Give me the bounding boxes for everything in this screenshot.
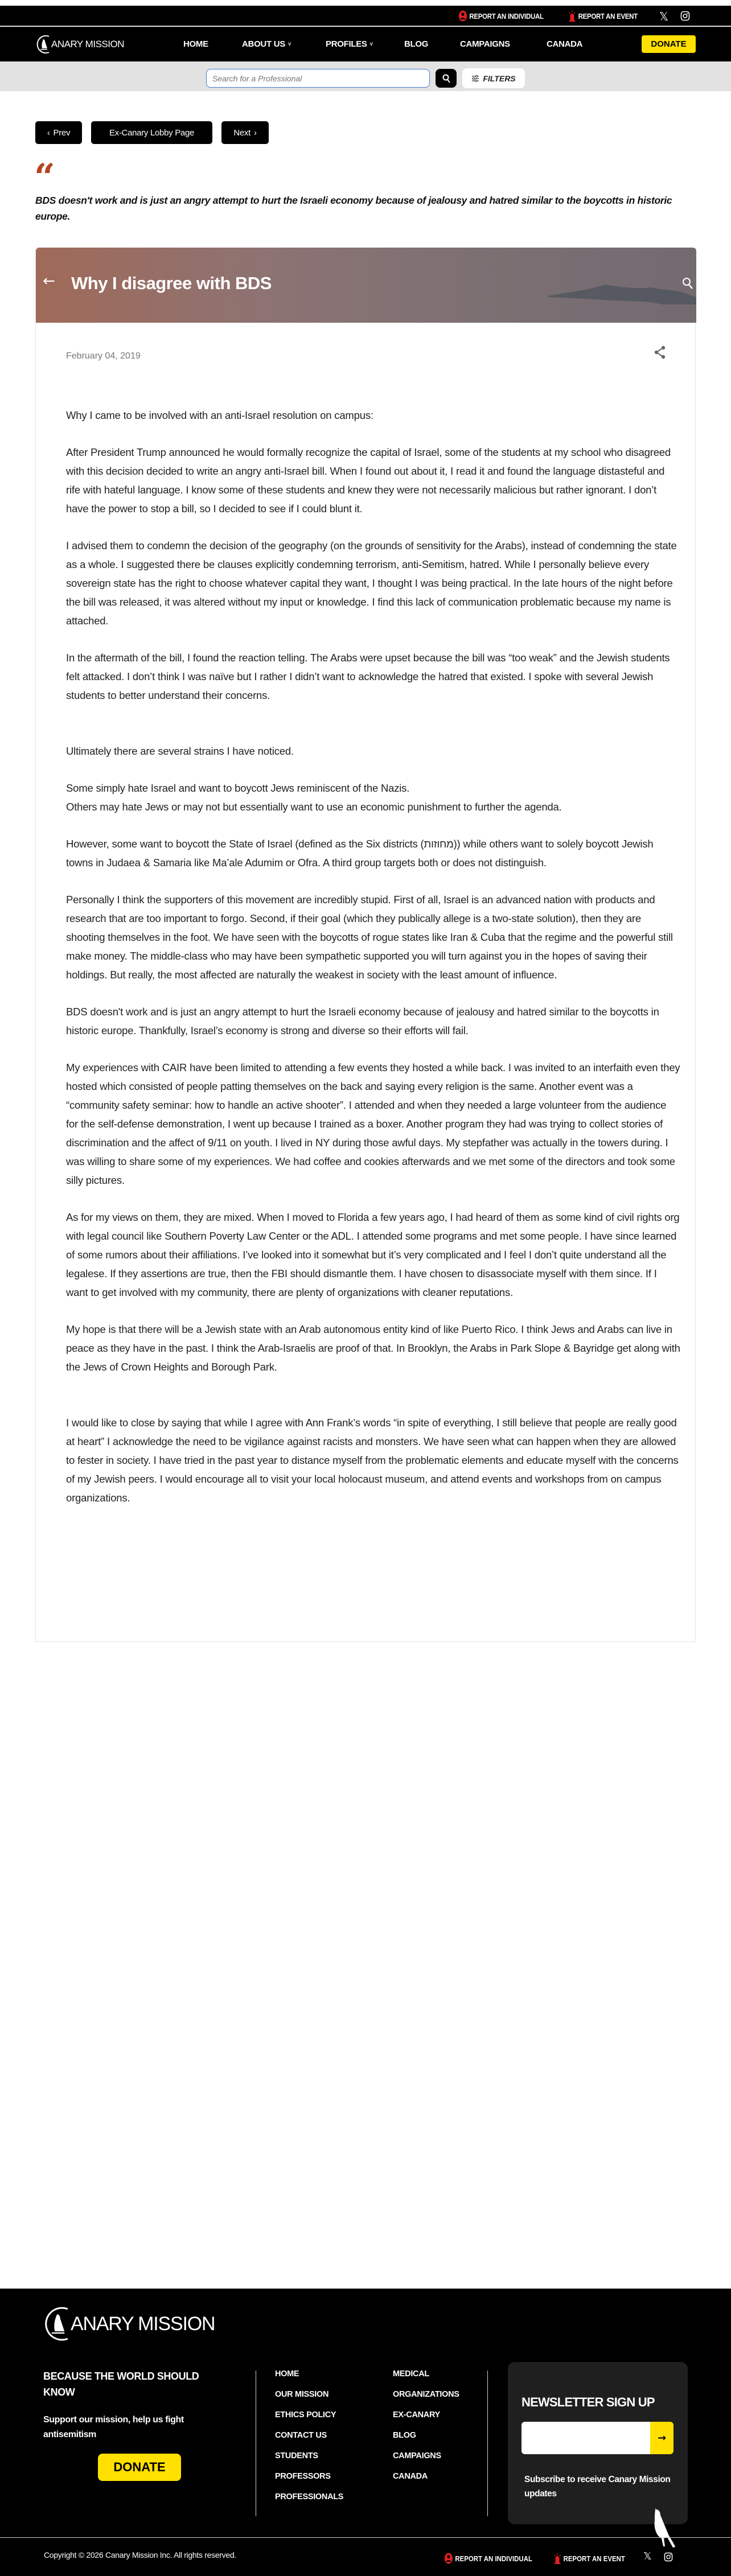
- paragraph: Personally I think the supporters of this movement are incredibly stupid. First of all, Israel is an advanced nation with products and research that are too important to forgo. Second, if their goal (which they publically allege is a two-state solution), then they are shooting themselves in the foot. We have seen with the boycotts of rogue states like Iran & Cuba that the regime and the powerful still make money. The middle-class who may have been sympathetic supported you will turn against you in the hopes of saving their holdings. But really, the most affected are naturally the weakest in society with the least amount of influence.: [66, 894, 673, 981]
- footer-divider: [0, 2537, 731, 2538]
- report-event-link[interactable]: [568, 6, 638, 26]
- nav-canada[interactable]: [547, 27, 582, 61]
- search-input[interactable]: [206, 69, 430, 88]
- chevron-left-icon: ‹: [47, 127, 50, 138]
- alarm-icon: [553, 2553, 561, 2564]
- prev-label: Prev: [53, 127, 71, 138]
- nav-campaigns-label: CAMPAIGNS: [460, 39, 510, 49]
- x-icon[interactable]: 𝕏: [643, 2550, 652, 2562]
- search-button[interactable]: [436, 69, 457, 88]
- donate-button[interactable]: DONATE: [642, 35, 696, 53]
- footer-link-ethics-policy[interactable]: ETHICS POLICY: [275, 2410, 336, 2419]
- newsletter-submit-arrow-icon[interactable]: →: [650, 2422, 673, 2454]
- logo-text: ANARY MISSION: [51, 39, 124, 50]
- canary-logo-icon: [42, 2303, 74, 2344]
- footer-link-contact-us[interactable]: CONTACT US: [275, 2431, 327, 2440]
- person-icon: [458, 10, 467, 22]
- search-bar: [0, 61, 731, 91]
- paragraph: Some simply hate Israel and want to boycott Jews reminiscent of the Nazis.: [66, 782, 410, 794]
- lobby-page-button[interactable]: Ex-Canary Lobby Page: [91, 121, 212, 144]
- footer-link-professors[interactable]: PROFESSORS: [275, 2472, 331, 2481]
- paragraph: BDS doesn't work and is just an angry attempt to hurt the Israeli economy because of jealousy and hatred similar to the boycotts in historic europe. Thankfully, Israel’s economy is strong and diverse so their efforts will fail.: [66, 1006, 659, 1036]
- footer-link-canada[interactable]: CANADA: [393, 2472, 428, 2481]
- article-header-banner: [36, 248, 696, 323]
- newsletter-note: Subscribe to receive Canary Mission updates: [524, 2475, 671, 2499]
- instagram-icon[interactable]: [680, 11, 690, 21]
- nav-profiles-label: PROFILES: [326, 39, 367, 49]
- chevron-down-icon: ∨: [287, 41, 291, 47]
- paragraph: As for my views on them, they are mixed. When I moved to Florida a few years ago, I had heard of them as some kind of civil rights org with legal council like Southern Poverty Law Center or the ADL. I attended some programs and met some people. I have since learned of some rumors about their affiliations. I’ve looked into it somewhat but it’s very complicated and I feel I don’t quite understand all the legalese. If they assertions are true, then the FBI should dismantle them. I have chosen to disassociate myself with them since. If I want to get involved with my community, there are plenty of organizations with cleaner reputations.: [66, 1211, 680, 1298]
- sliders-icon: [471, 75, 479, 83]
- nav-blog-label: BLOG: [404, 39, 429, 49]
- paragraph: My hope is that there will be a Jewish state with an Arab autonomous entity kind of like Puerto Rico. I think Jews and Arabs can live in peace as they have in the past. I think the Arab-Israelis are proof of that. In Brooklyn, the Arabs in Park Slope & Bayridge get along with the Jews of Crown Heights and Borough Park.: [66, 1323, 680, 1373]
- report-event-label: REPORT AN EVENT: [578, 11, 638, 20]
- divider: [487, 2371, 488, 2516]
- canary-bird-icon: [648, 2508, 677, 2548]
- person-icon: [444, 2553, 453, 2564]
- footer-logo[interactable]: [42, 2303, 215, 2344]
- paragraph: However, some want to boycott the State of Israel (defined as the Six districts (מחוזות)) while others want to solely boycott Jewish towns in Judaea & Samaria like Ma’ale Adumim or Ofra. A third group targets both or does not distinguish.: [66, 838, 654, 869]
- nav-home[interactable]: [183, 27, 208, 61]
- paragraph: My experiences with CAIR have been limited to attending a few events they hosted a while back. I was invited to an interfaith even they hosted which consisted of people patting themselves on the back and saying every religion is the same. Another event was a “community safety seminar: how to handle an active shooter”. I attended and when they needed a large volunteer from the audience for the self-defense demonstration, I went up because I trained as a boxer. Another program they had was trying to collect stories of discrimination and the affect of 9/11 on youth. I lived in NY during those awful days. My stepfather was actually in the towers during. I was willing to share some of my experiences. We had coffee and cookies afterwards and we met some of the directors and took some silly pictures.: [66, 1061, 680, 1186]
- nav-campaigns[interactable]: [460, 27, 510, 61]
- footer-tagline: BECAUSE THE WORLD SHOULD KNOW: [43, 2371, 199, 2398]
- search-icon[interactable]: [682, 277, 693, 290]
- footer: [0, 2289, 731, 2576]
- paragraph: After President Trump announced he would formally recognize the capital of Israel, some of the students at my school who disagreed with this decision decided to write an angry anti-Israel bill. When I found out about it, I read it and found the language distasteful and rife with hateful language. I know some of these students and knew they were not necessarily malicious but rather ignorant. I don’t have the power to stop a bill, so I decided to see if I could blunt it.: [66, 446, 671, 515]
- hills-decoration: [548, 276, 696, 304]
- footer-link-professionals[interactable]: PROFESSIONALS: [275, 2492, 344, 2501]
- footer-logo-text: ANARY MISSION: [71, 2312, 215, 2335]
- canary-logo-icon: [35, 34, 52, 55]
- paragraph: Why I came to be involved with an anti-Israel resolution on campus:: [66, 409, 373, 421]
- x-icon[interactable]: 𝕏: [659, 10, 669, 23]
- search-icon: [442, 74, 450, 83]
- nav-home-label: HOME: [183, 39, 208, 49]
- footer-link-ex-canary[interactable]: EX-CANARY: [393, 2410, 440, 2419]
- copyright: Copyright © 2026 Canary Mission Inc. All rights reserved.: [44, 2550, 236, 2559]
- newsletter-box: [508, 2362, 688, 2524]
- chevron-down-icon: ∨: [369, 41, 373, 47]
- newsletter-email-input[interactable]: [521, 2422, 650, 2454]
- top-utility-bar: [0, 6, 731, 26]
- next-label: Next: [233, 127, 250, 138]
- report-individual-label: REPORT AN INDIVIDUAL: [469, 11, 544, 20]
- filters-button[interactable]: [462, 68, 525, 88]
- nav-profiles[interactable]: [326, 27, 373, 61]
- logo[interactable]: [35, 34, 124, 55]
- pull-quote: BDS doesn't work and is just an angry attempt to hurt the Israeli economy because of jealousy and hatred similar to the boycotts in historic europe.: [35, 195, 672, 222]
- footer-link-students[interactable]: STUDENTS: [275, 2451, 318, 2460]
- quote-mark-icon: “: [34, 156, 55, 199]
- chevron-right-icon: ›: [253, 127, 257, 138]
- footer-report-event-link[interactable]: [553, 2553, 625, 2564]
- article-body: [66, 406, 681, 1525]
- report-individual-link[interactable]: [458, 6, 544, 26]
- nav-canada-label: CANADA: [547, 39, 583, 49]
- back-arrow-icon[interactable]: ←: [43, 273, 55, 290]
- paragraph: Ultimately there are several strains I have noticed.: [66, 745, 294, 757]
- paragraph: I advised them to condemn the decision of the geography (on the grounds of sensitivity for the Arabs), instead of condemning the state as a whole. I suggested there be clauses explicitly condemning terrorism, anti-Semitism, hatred. While I personally believe every sovereign state has the right to choose whatever capital they want, I thought I was being practical. In the late hours of the night before the bill was released, it was altered without my input or knowledge. I find this lack of communication problematic because my name is attached.: [66, 540, 677, 627]
- footer-link-home[interactable]: HOME: [275, 2369, 299, 2379]
- footer-support-text: Support our mission, help us fight antisemitism: [43, 2415, 184, 2439]
- paragraph: I would like to close by saying that while I agree with Ann Frank’s words “in spite of everything, I still believe that people are really good at heart” I acknowledge the need to be vigilance against racists and monsters. We have seen what can happen when they are allowed to fester in society. I have tried in the past year to distance myself from the problematic elements and educate myself with the concerns of my Jewish peers. I would encourage all to visit your local holocaust museum, and attend events and workshops from on campus organizations.: [66, 1417, 679, 1504]
- footer-link-our-mission[interactable]: OUR MISSION: [275, 2390, 329, 2399]
- paragraph: Others may hate Jews or may not but essentially want to use an economic punishment to further the agenda.: [66, 801, 562, 813]
- share-icon[interactable]: [654, 345, 666, 359]
- footer-report-individual-link[interactable]: [444, 2553, 532, 2564]
- article-date: February 04, 2019: [66, 351, 141, 361]
- footer-donate-button[interactable]: DONATE: [98, 2454, 181, 2481]
- article-card: [35, 248, 696, 1642]
- nav-blog[interactable]: [404, 27, 428, 61]
- nav-about-label: ABOUT US: [242, 39, 285, 49]
- report-event-label: REPORT AN EVENT: [563, 2554, 625, 2563]
- footer-link-organizations[interactable]: ORGANIZATIONS: [393, 2390, 459, 2399]
- footer-link-medical[interactable]: MEDICAL: [393, 2369, 429, 2379]
- paragraph: In the aftermath of the bill, I found the reaction telling. The Arabs were upset because the bill was “too weak” and the Jewish students felt attacked. I don’t think I was naïve but I rather I didn’t want to acknowledge the hatred that existed. I spoke with several Jewish students to better understand their concerns.: [66, 652, 670, 701]
- alarm-icon: [568, 10, 576, 22]
- instagram-icon[interactable]: [664, 2552, 673, 2562]
- prev-button[interactable]: [35, 121, 82, 144]
- newsletter-title: NEWSLETTER SIGN UP: [521, 2395, 655, 2409]
- footer-link-blog[interactable]: BLOG: [393, 2431, 416, 2440]
- nav-about-us[interactable]: [242, 27, 291, 61]
- report-individual-label: REPORT AN INDIVIDUAL: [455, 2554, 532, 2563]
- filters-label: FILTERS: [483, 73, 516, 83]
- footer-link-campaigns[interactable]: CAMPAIGNS: [393, 2451, 441, 2460]
- article-title: Why I disagree with BDS: [71, 273, 272, 293]
- main-nav: [0, 27, 731, 61]
- next-button[interactable]: [221, 121, 269, 144]
